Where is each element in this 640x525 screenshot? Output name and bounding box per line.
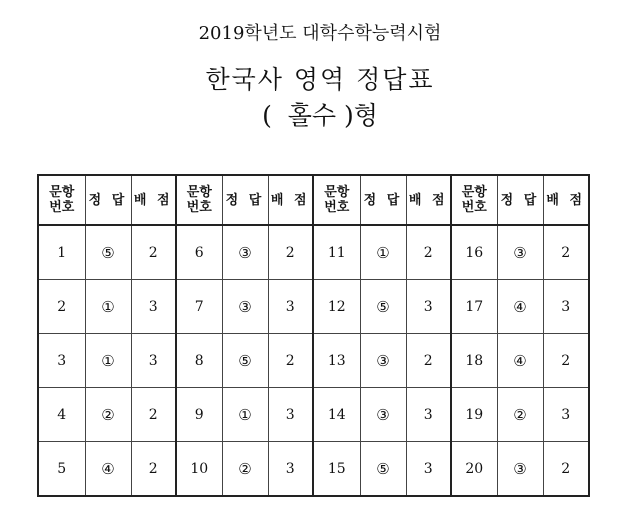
question-number: 20 bbox=[451, 442, 497, 497]
points-header: 배 점 bbox=[131, 175, 176, 225]
points-header: 배 점 bbox=[268, 175, 313, 225]
points-value: 2 bbox=[543, 442, 589, 497]
answer-header: 정 답 bbox=[85, 175, 131, 225]
question-number-header: 문항 번호 bbox=[38, 175, 85, 225]
points-value: 2 bbox=[131, 388, 176, 442]
question-number: 2 bbox=[38, 280, 85, 334]
answer-value: ③ bbox=[360, 388, 406, 442]
points-value: 3 bbox=[406, 442, 451, 497]
answer-header: 정 답 bbox=[497, 175, 543, 225]
points-value: 2 bbox=[268, 334, 313, 388]
question-number: 14 bbox=[313, 388, 360, 442]
points-value: 3 bbox=[543, 388, 589, 442]
answer-value: ① bbox=[360, 225, 406, 280]
answer-value: ⑤ bbox=[360, 280, 406, 334]
type-close-paren: )형 bbox=[344, 101, 378, 130]
answer-header: 정 답 bbox=[360, 175, 406, 225]
table-row bbox=[38, 225, 589, 280]
question-number: 1 bbox=[38, 225, 85, 280]
question-number: 19 bbox=[451, 388, 497, 442]
answer-value: ④ bbox=[497, 280, 543, 334]
points-value: 3 bbox=[131, 334, 176, 388]
question-number: 9 bbox=[176, 388, 222, 442]
question-number: 18 bbox=[451, 334, 497, 388]
points-value: 2 bbox=[268, 225, 313, 280]
answer-value: ④ bbox=[85, 442, 131, 497]
points-value: 3 bbox=[131, 280, 176, 334]
points-value: 2 bbox=[131, 225, 176, 280]
question-number-header: 문항 번호 bbox=[451, 175, 497, 225]
type-open-paren: ( bbox=[262, 101, 272, 130]
answer-key-table bbox=[37, 174, 590, 497]
answer-value: ① bbox=[85, 280, 131, 334]
points-value: 2 bbox=[131, 442, 176, 497]
answer-header: 정 답 bbox=[222, 175, 268, 225]
question-number-header: 문항 번호 bbox=[313, 175, 360, 225]
answer-value: ③ bbox=[497, 225, 543, 280]
question-number: 17 bbox=[451, 280, 497, 334]
question-number: 6 bbox=[176, 225, 222, 280]
points-value: 3 bbox=[543, 280, 589, 334]
points-value: 2 bbox=[543, 225, 589, 280]
table-row bbox=[38, 442, 589, 497]
points-value: 2 bbox=[406, 334, 451, 388]
points-value: 2 bbox=[543, 334, 589, 388]
points-header: 배 점 bbox=[406, 175, 451, 225]
answer-value: ② bbox=[497, 388, 543, 442]
question-number: 10 bbox=[176, 442, 222, 497]
question-number: 3 bbox=[38, 334, 85, 388]
question-number: 16 bbox=[451, 225, 497, 280]
question-number: 13 bbox=[313, 334, 360, 388]
answer-value: ② bbox=[85, 388, 131, 442]
question-number-header: 문항 번호 bbox=[176, 175, 222, 225]
points-value: 2 bbox=[406, 225, 451, 280]
answer-value: ⑤ bbox=[222, 334, 268, 388]
answer-value: ⑤ bbox=[85, 225, 131, 280]
exam-title: 2019학년도 대학수학능력시험 bbox=[198, 23, 442, 44]
table-row bbox=[38, 280, 589, 334]
question-number: 4 bbox=[38, 388, 85, 442]
question-number: 8 bbox=[176, 334, 222, 388]
answer-value: ③ bbox=[222, 225, 268, 280]
question-number: 5 bbox=[38, 442, 85, 497]
question-number: 7 bbox=[176, 280, 222, 334]
answer-value: ③ bbox=[360, 334, 406, 388]
points-value: 3 bbox=[406, 280, 451, 334]
answer-value: ⑤ bbox=[360, 442, 406, 497]
exam-type-title bbox=[0, 100, 640, 132]
question-number: 12 bbox=[313, 280, 360, 334]
question-number: 15 bbox=[313, 442, 360, 497]
subject-title: 한국사 영역 정답표 bbox=[205, 65, 435, 94]
answer-value: ④ bbox=[497, 334, 543, 388]
table-row bbox=[38, 334, 589, 388]
header-row bbox=[38, 175, 589, 225]
points-value: 3 bbox=[268, 442, 313, 497]
points-value: 3 bbox=[406, 388, 451, 442]
points-value: 3 bbox=[268, 280, 313, 334]
points-value: 3 bbox=[268, 388, 313, 442]
points-header: 배 점 bbox=[543, 175, 589, 225]
answer-value: ③ bbox=[497, 442, 543, 497]
table-row bbox=[38, 388, 589, 442]
question-number: 11 bbox=[313, 225, 360, 280]
answer-value: ① bbox=[85, 334, 131, 388]
answer-value: ① bbox=[222, 388, 268, 442]
answer-value: ③ bbox=[222, 280, 268, 334]
answer-value: ② bbox=[222, 442, 268, 497]
type-name: 홀수 bbox=[287, 101, 337, 130]
